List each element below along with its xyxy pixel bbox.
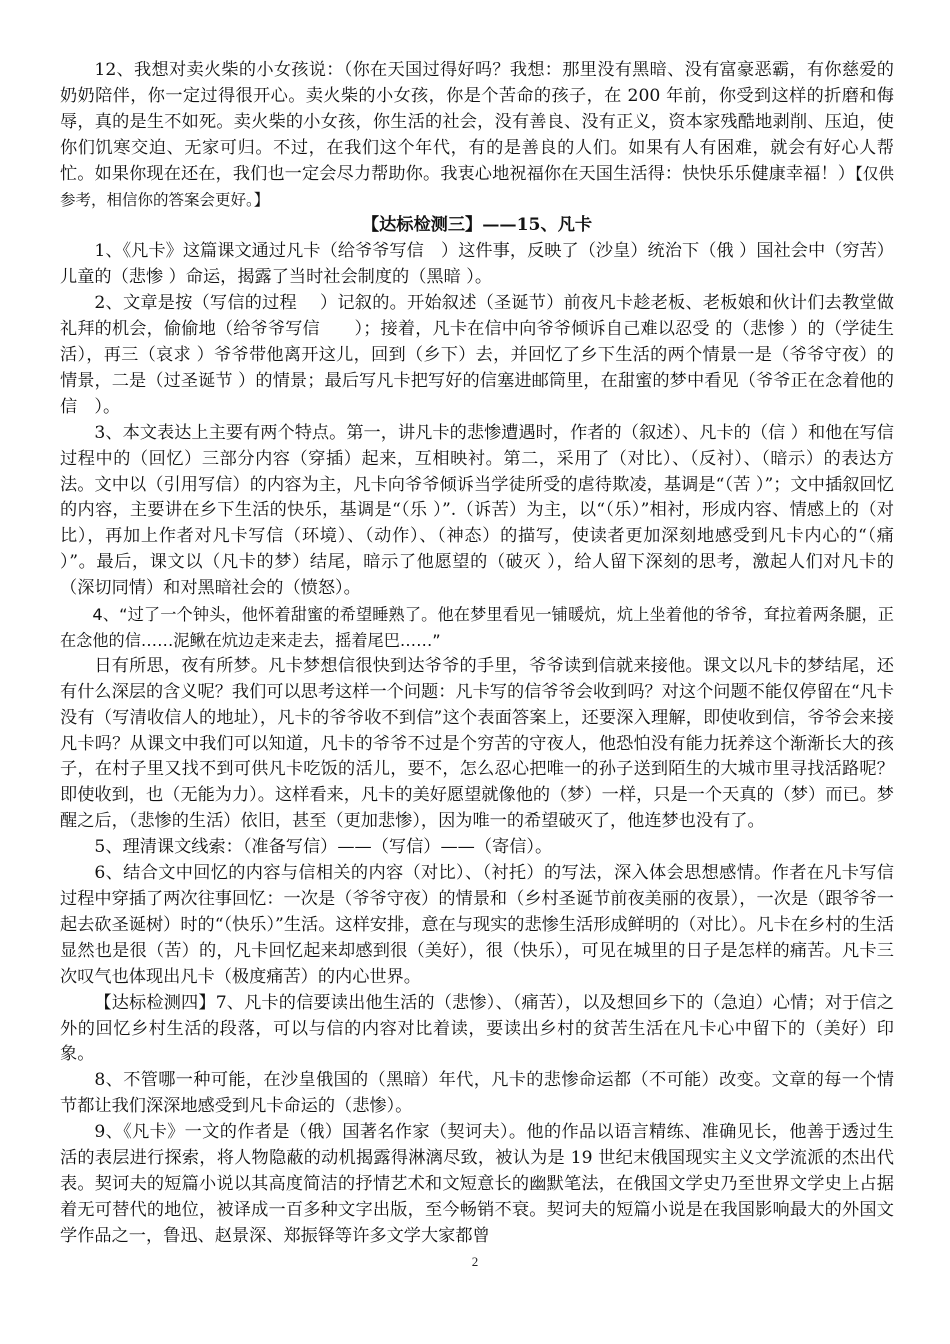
paragraph-8: 8、不管哪一种可能，在沙皇俄国的（黑暗）年代，凡卡的悲惨命运都（不可能）改变。文章的每一个情节都让我们深深地感受到凡卡命运的（悲惨）。 <box>60 1070 894 1117</box>
paragraph-7: 【达标检测四】7、凡卡的信要读出他生活的（悲惨）、（痛苦），以及想回乡下的（急迫）心情；对于信之外的回忆乡村生活的段落，可以与信的内容对比着读，要读出乡村的贫苦生活在凡卡心中留下的（美好）印象。 <box>60 992 894 1065</box>
paragraph-12 <box>60 58 894 213</box>
document-page <box>60 58 894 1250</box>
paragraph-1: 1、《凡卡》这篇课文通过凡卡（给爷爷写信 ）这件事，反映了（沙皇）统治下（俄 ）国社会中（穷苦）儿童的（悲惨 ）命运，揭露了当时社会制度的（黑暗 ）。 <box>60 241 894 288</box>
paragraph-6: 6、结合文中回忆的内容与信相关的内容（对比）、（衬托）的写法，深入体会思想感情。作者在凡卡写信过程中穿插了两次往事回忆：一次是（爷爷守夜）的情景和（乡村圣诞节前夜美丽的夜景），一次是（跟爷爷一起去砍圣诞树）时的“（快乐）”生活。这样安排，意在与现实的悲惨生活形成鲜明的（对比）。凡卡在乡村的生活显然也是很（苦）的，凡卡回忆起来却感到很（美好），很（快乐），可见在城里的日子是怎样的痛苦。凡卡三次叹气也体现出凡卡（极度痛苦）的内心世界。 <box>60 863 894 987</box>
reference-note: 【仅供参考，相信你的答案会更好。】 <box>60 164 894 209</box>
section-heading-prefix: 【达标检测三】—— <box>361 215 517 236</box>
section-heading <box>60 213 894 239</box>
page-number: 2 <box>471 1254 479 1269</box>
paragraph-3: 3、本文表达上主要有两个特点。第一，讲凡卡的悲惨遭遇时，作者的（叙述）、凡卡的（信 ）和他在写信过程中的（回忆）三部分内容（穿插）起来，互相映衬。第二，采用了（对比）、（反衬）、（暗示）的表达方法。文中以（引用写信）的内容为主，凡卡向爷爷倾诉当学徒所受的虐待欺凌，基调是“（苦 ）”；文中插叙回忆的内容，主要讲在乡下生活的快乐，基调是“（乐 ）”.（诉苦）为主，以“（乐）”相衬，形成内容、情感上的（对比），再加上作者对凡卡写信（环境）、（动作）、（神态）的描写，使读者更加深刻地感受到凡卡内心的“（痛 ）”。最后，课文以（凡卡的梦）结尾，暗示了他愿望的（破灭 ），给人留下深刻的思考，激起人们对凡卡的（深切同情）和对黑暗社会的（愤怒）。 <box>60 422 894 599</box>
paragraph-12-text: 12、我想对卖火柴的小女孩说：（你在天国过得好吗？我想：那里没有黑暗、没有富豪恶霸，有你慈爱的奶奶陪伴，你一定过得很开心。卖火柴的小女孩，你是个苦命的孩子，在 200 年前，你受到这样的折磨和侮辱，真的是生不如死。卖火柴的小女孩，你生活的社会，没有善良、没有正义，资本家残酷地剥削、压迫，使你们饥寒交迫、无家可归。不过，在我们这个年代，有的是善良的人们。如果有人有困难，就会有好心人帮忙。如果你现在还在，我们也一定会尽力帮助你。我衷心地祝福你在天国生活得：快快乐乐健康幸福！） <box>60 60 894 184</box>
paragraph-2: 2、文章是按（写信的过程 ）记叙的。开始叙述（圣诞节）前夜凡卡趁老板、老板娘和伙计们去教堂做礼拜的机会，偷偷地（给爷爷写信 ）；接着，凡卡在信中向爷爷倾诉自己难以忍受 的（悲惨 ）的（学徒生活），再三（哀求 ）爷爷带他离开这儿，回到（乡下）去，并回忆了乡下生活的两个情景一是（爷爷守夜）的情景，二是（过圣诞节 ）的情景；最后写凡卡把写好的信塞进邮筒里，在甜蜜的梦中看见（爷爷正在念着他的信 ）。 <box>60 293 894 417</box>
section-heading-suffix: 、凡卡 <box>540 215 593 236</box>
paragraph-5: 5、理清课文线索：（准备写信）——（写信）——（寄信）。 <box>94 837 553 858</box>
paragraph-4-body: 日有所思，夜有所梦。凡卡梦想信很快到达爷爷的手里，爷爷读到信就来接他。课文以凡卡的梦结尾，还有什么深层的含义呢？我们可以思考这样一个问题：凡卡写的信爷爷会收到吗？对这个问题不能仅停留在“凡卡没有（写清收信人的地址），凡卡的爷爷收不到信”这个表面答案上，还要深入理解，即使收到信，爷爷会来接凡卡吗？从课文中我们可以知道，凡卡的爷爷不过是个穷苦的守夜人，他恐怕没有能力抚养这个渐渐长大的孩子，在村子里又找不到可供凡卡吃饭的活儿，要不，怎么忍心把唯一的孙子送到陌生的大城市里寻找活路呢？即使收到，也（无能为力）。这样看来，凡卡的美好愿望就像他的（梦）一样，只是一个天真的（梦）而已。梦醒之后，（悲惨的生活）依旧，甚至（更加悲惨），因为唯一的希望破灭了，他连梦也没有了。 <box>60 655 894 832</box>
paragraph-9: 9、《凡卡》一文的作者是（俄）国著名作家（契诃夫）。他的作品以语言精练、准确见长，他善于透过生活的表层进行探索，将人物隐蔽的动机揭露得淋漓尽致，被认为是 19 世纪末俄国现实主义文学流派的杰出代表。契诃夫的短篇小说以其高度简洁的抒情艺术和文短意长的幽默笔法，在俄国文学史乃至世界文学史上占据着无可替代的地位，被译成一百多种文字出版，至今畅销不衰。契诃夫的短篇小说是在我国影响最大的外国文学作品之一，鲁迅、赵景深、郑振铎等许多文学大家都曾 <box>60 1122 894 1246</box>
section-heading-number: 15 <box>516 215 541 236</box>
paragraph-4-quote: 4、“过了一个钟头，他怀着甜蜜的希望睡熟了。他在梦里看见一铺暖炕，炕上坐着他的爷爷，耷拉着两条腿，正在念他的信……泥鳅在炕边走来走去，摇着尾巴……” <box>60 605 894 650</box>
